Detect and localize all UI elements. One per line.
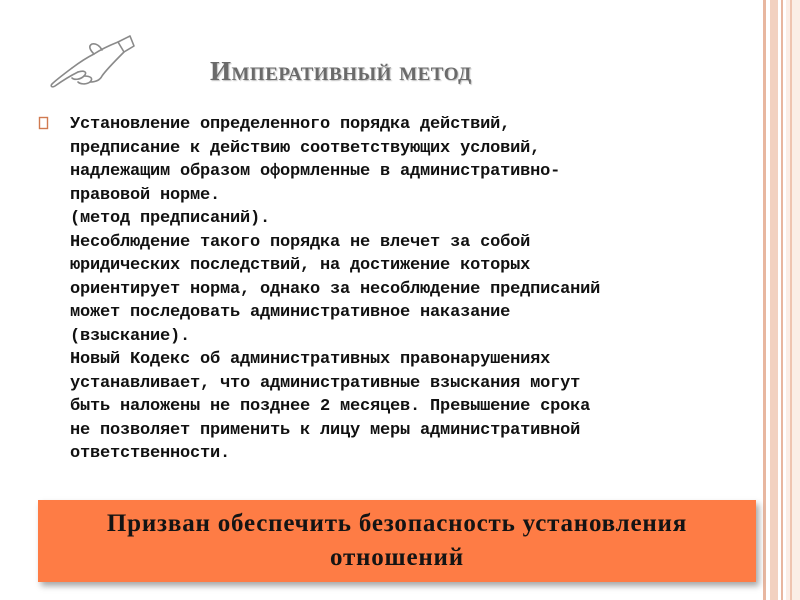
bullet-text: Установление определенного порядка действий, предписание к действию соответствующих условий, надлежащим образом оформленные в административно- правовой норме. (метод предписаний). Несоблюдение такого порядка не влечет за собой юридических последствий, на достижение которых ориентирует норма, однако за несоблюдение предписаний может последовать административное наказание (взыскание). Новый Кодекс об административных правонарушениях устанавливает, что административные взыскания могут быть наложены не позднее 2 месяцев. Превышение срока не позволяет применить к лицу меры административной ответственности. (70, 115, 601, 463)
border-stripe (763, 0, 766, 600)
slide-title: Императивный метод (210, 56, 472, 86)
border-stripe (770, 0, 778, 600)
callout-text: Призван обеспечить безопасность установления отношений (106, 510, 688, 571)
bullet-marker-icon (38, 116, 50, 130)
border-stripe (781, 0, 783, 600)
bullet-list-item (38, 113, 728, 466)
border-stripe (786, 0, 800, 600)
callout-box (38, 500, 756, 582)
border-stripe (790, 0, 792, 600)
pointing-hand-icon (44, 28, 140, 96)
